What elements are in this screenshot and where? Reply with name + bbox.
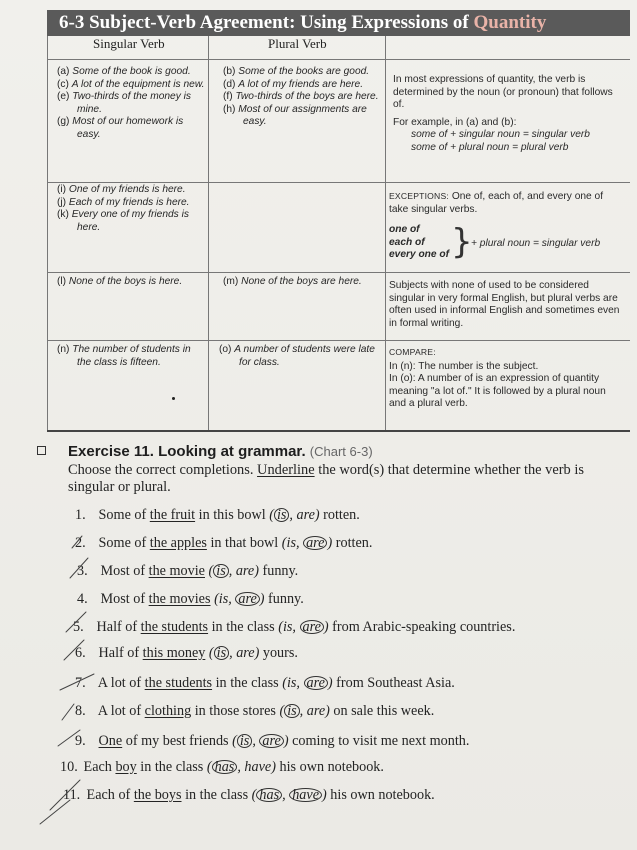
exercise-item: 3. Most of the movie ( is , are) funny. (77, 563, 299, 579)
row3-singular (55, 276, 207, 289)
determiner-underline: the movie (148, 563, 205, 579)
formula-singular: some of + singular noun = singular verb (411, 129, 590, 141)
chart-rule-bottom (47, 430, 630, 432)
determiner-underline: the apples (149, 535, 207, 551)
chart-title-tail: Quantity (473, 12, 547, 33)
verb-option[interactable]: is (214, 646, 229, 660)
verb-option[interactable]: are (296, 507, 315, 523)
exceptions-text: One of, each of, and every one of take singular verbs. (389, 191, 604, 215)
verb-option[interactable]: have (244, 759, 272, 775)
right-brace-icon: } (451, 222, 473, 263)
item-number: 7. (75, 675, 86, 691)
ink-dot (172, 397, 175, 400)
determiner-underline: the boys (133, 787, 182, 803)
pencil-mark (62, 704, 74, 720)
example-i: (i) One of my friends is here. (57, 184, 186, 195)
verb-option[interactable]: is (237, 734, 252, 748)
brace-rule (389, 224, 625, 264)
chart-rule-header (47, 59, 630, 60)
determiner-underline: clothing (144, 703, 192, 719)
row1-singular (55, 66, 207, 142)
verb-option[interactable]: is (286, 675, 297, 691)
item-number: 4. (77, 591, 88, 607)
verb-option[interactable]: has (256, 788, 282, 802)
compare-o: In (o): A number of is an expression of quantity meaning "a lot of." It is followed by a plural noun and a plural verb. (389, 373, 606, 410)
verb-option[interactable]: has (212, 760, 238, 774)
exercise-item: 6. Half of this money ( is , are) yours. (75, 645, 298, 661)
item-number: 9. (75, 733, 86, 749)
row2-exceptions (389, 190, 625, 264)
item-number: 3. (77, 563, 88, 579)
verb-option[interactable]: is (282, 619, 293, 635)
exercise-item: 9. One of my best friends ( is , are ) coming to visit me next month. (75, 733, 470, 749)
compare-n: In (n): The number is the subject. (389, 360, 539, 372)
row3-explanation: Subjects with none of used to be considered singular in very formal English, but plural verbs are often used in informal English and sometimes even in formal writing. (389, 280, 620, 329)
chart-border-left (47, 36, 48, 432)
verb-option[interactable]: have (289, 788, 322, 802)
exercise-item: 1. Some of the fruit in this bowl ( is , are) rotten. (75, 507, 360, 523)
example-o: (o) A number of students were late for class. (219, 344, 375, 368)
example-f: (f) Two-thirds of the boys are here. (223, 91, 379, 103)
row3-plural (221, 276, 383, 289)
explanation-text: In most expressions of quantity, the verb is determined by the noun (or pronoun) that follows of. (393, 74, 613, 111)
example-j: (j) Each of my friends is here. (57, 196, 190, 208)
verb-option[interactable]: are (306, 703, 326, 719)
item-number: 8. (75, 703, 86, 719)
example-e: (e) Two-thirds of the money is mine. (57, 91, 192, 115)
exercise-chart-ref: (Chart 6-3) (309, 444, 373, 459)
chart-rule-2 (47, 272, 630, 273)
verb-option[interactable]: is (213, 564, 228, 578)
chart-divider-2 (385, 36, 386, 432)
exercise-item: 4. Most of the movies (is, are ) funny. (77, 591, 304, 607)
row1-plural (221, 66, 379, 129)
chart-header (47, 10, 630, 36)
verb-choice[interactable]: (is, are ) (278, 619, 329, 635)
verb-choice[interactable]: ( is , are ) (232, 733, 289, 749)
verb-option[interactable]: are (259, 734, 283, 748)
row1-explanation (393, 74, 625, 155)
verb-option[interactable]: is (286, 535, 296, 551)
item-number: 5. (73, 619, 84, 635)
chart-rule-3 (47, 340, 630, 341)
determiner-underline: the fruit (149, 507, 196, 523)
verb-choice[interactable]: ( has , have) (206, 759, 276, 775)
row4-plural (217, 344, 379, 369)
exercise-checkbox[interactable] (37, 446, 46, 455)
verb-choice[interactable]: (is, are ) (214, 591, 265, 607)
item-number: 11. (63, 787, 81, 803)
brace-item: one of (389, 224, 420, 236)
example-k: (k) Every one of my friends is here. (57, 209, 189, 233)
example-h: (h) Most of our assignments are easy. (223, 103, 367, 128)
compare-label: COMPARE: (389, 347, 436, 357)
brace-item: each of (389, 236, 425, 248)
verb-choice[interactable]: ( is , are) (208, 645, 260, 661)
verb-option[interactable]: are (235, 592, 259, 606)
row4-compare (389, 346, 625, 411)
item-number: 2. (75, 535, 86, 551)
brace-rule-text: + plural noun = singular verb (471, 238, 601, 250)
example-l: (l) None of the boys is here. (57, 276, 183, 287)
exercise-instructions: Choose the correct completions. Underline the word(s) that determine whether the verb is singular or plural. (68, 462, 584, 495)
exercise-title: Exercise 11. Looking at grammar. (Chart 6-3) (68, 443, 373, 460)
grammar-chart (47, 36, 630, 432)
exercise-item: 8. A lot of clothing in those stores ( is , are) on sale this week. (75, 703, 435, 719)
verb-option[interactable]: are (304, 676, 328, 690)
exercise-item: 2. Some of the apples in that bowl (is, are ) rotten. (75, 535, 373, 551)
item-number: 10. (60, 759, 78, 775)
verb-option[interactable]: are (236, 645, 255, 661)
determiner-underline: boy (115, 759, 137, 775)
example-d: (d) A lot of my friends are here. (223, 78, 364, 90)
example-m: (m) None of the boys are here. (223, 276, 362, 287)
exercise-item: 10. Each boy in the class ( has , have) his own notebook. (60, 759, 384, 775)
verb-choice[interactable]: ( is , are) (269, 507, 320, 523)
example-n: (n) The number of students in the class is fifteen. (57, 344, 191, 368)
example-intro: For example, in (a) and (b): (393, 116, 517, 128)
chart-title: 6-3 Subject-Verb Agreement: Using Expressions of (59, 12, 469, 33)
row4-singular (55, 344, 207, 369)
verb-option[interactable]: is (284, 704, 299, 718)
determiner-underline: the movies (148, 591, 211, 607)
determiner-underline: the students (144, 675, 213, 691)
formula-plural: some of + plural noun = plural verb (411, 141, 569, 153)
example-c: (c) A lot of the equipment is new. (57, 78, 205, 90)
verb-option[interactable]: are (235, 563, 255, 579)
verb-choice[interactable]: (is, are ) (281, 535, 333, 551)
verb-choice[interactable]: ( has , have ) (251, 787, 327, 803)
underline-keyword: Underline (257, 462, 315, 478)
determiner-underline: One (98, 733, 123, 749)
verb-option[interactable]: is (218, 591, 229, 607)
row2-singular (55, 184, 207, 234)
chart-divider-1 (208, 36, 209, 432)
verb-option[interactable]: are (300, 620, 324, 634)
verb-choice[interactable]: (is, are ) (282, 675, 333, 691)
example-a: (a) Some of the book is good. (57, 66, 191, 77)
col-singular-heading: Singular Verb (93, 36, 165, 51)
exercise-item: 7. A lot of the students in the class (is, are ) from Southeast Asia. (75, 675, 455, 691)
determiner-underline: the students (140, 619, 209, 635)
example-b: (b) Some of the books are good. (223, 66, 370, 77)
item-number: 1. (75, 507, 86, 523)
item-number: 6. (75, 645, 86, 661)
exceptions-label: EXCEPTIONS: (389, 191, 449, 201)
col-plural-heading: Plural Verb (268, 36, 327, 51)
exercise-item: 11. Each of the boys in the class ( has , have ) his own notebook. (63, 787, 435, 803)
verb-option[interactable]: is (274, 508, 289, 522)
chart-rule-1 (47, 182, 630, 183)
example-g: (g) Most of our homework is easy. (57, 116, 184, 140)
determiner-underline: this money (142, 645, 206, 661)
exercise-item: 5. Half of the students in the class (is, are ) from Arabic-speaking countries. (73, 619, 516, 635)
verb-choice[interactable]: ( is , are) (279, 703, 330, 719)
verb-choice[interactable]: ( is , are) (208, 563, 259, 579)
verb-option[interactable]: are (303, 536, 327, 550)
brace-item: every one of (389, 249, 450, 261)
